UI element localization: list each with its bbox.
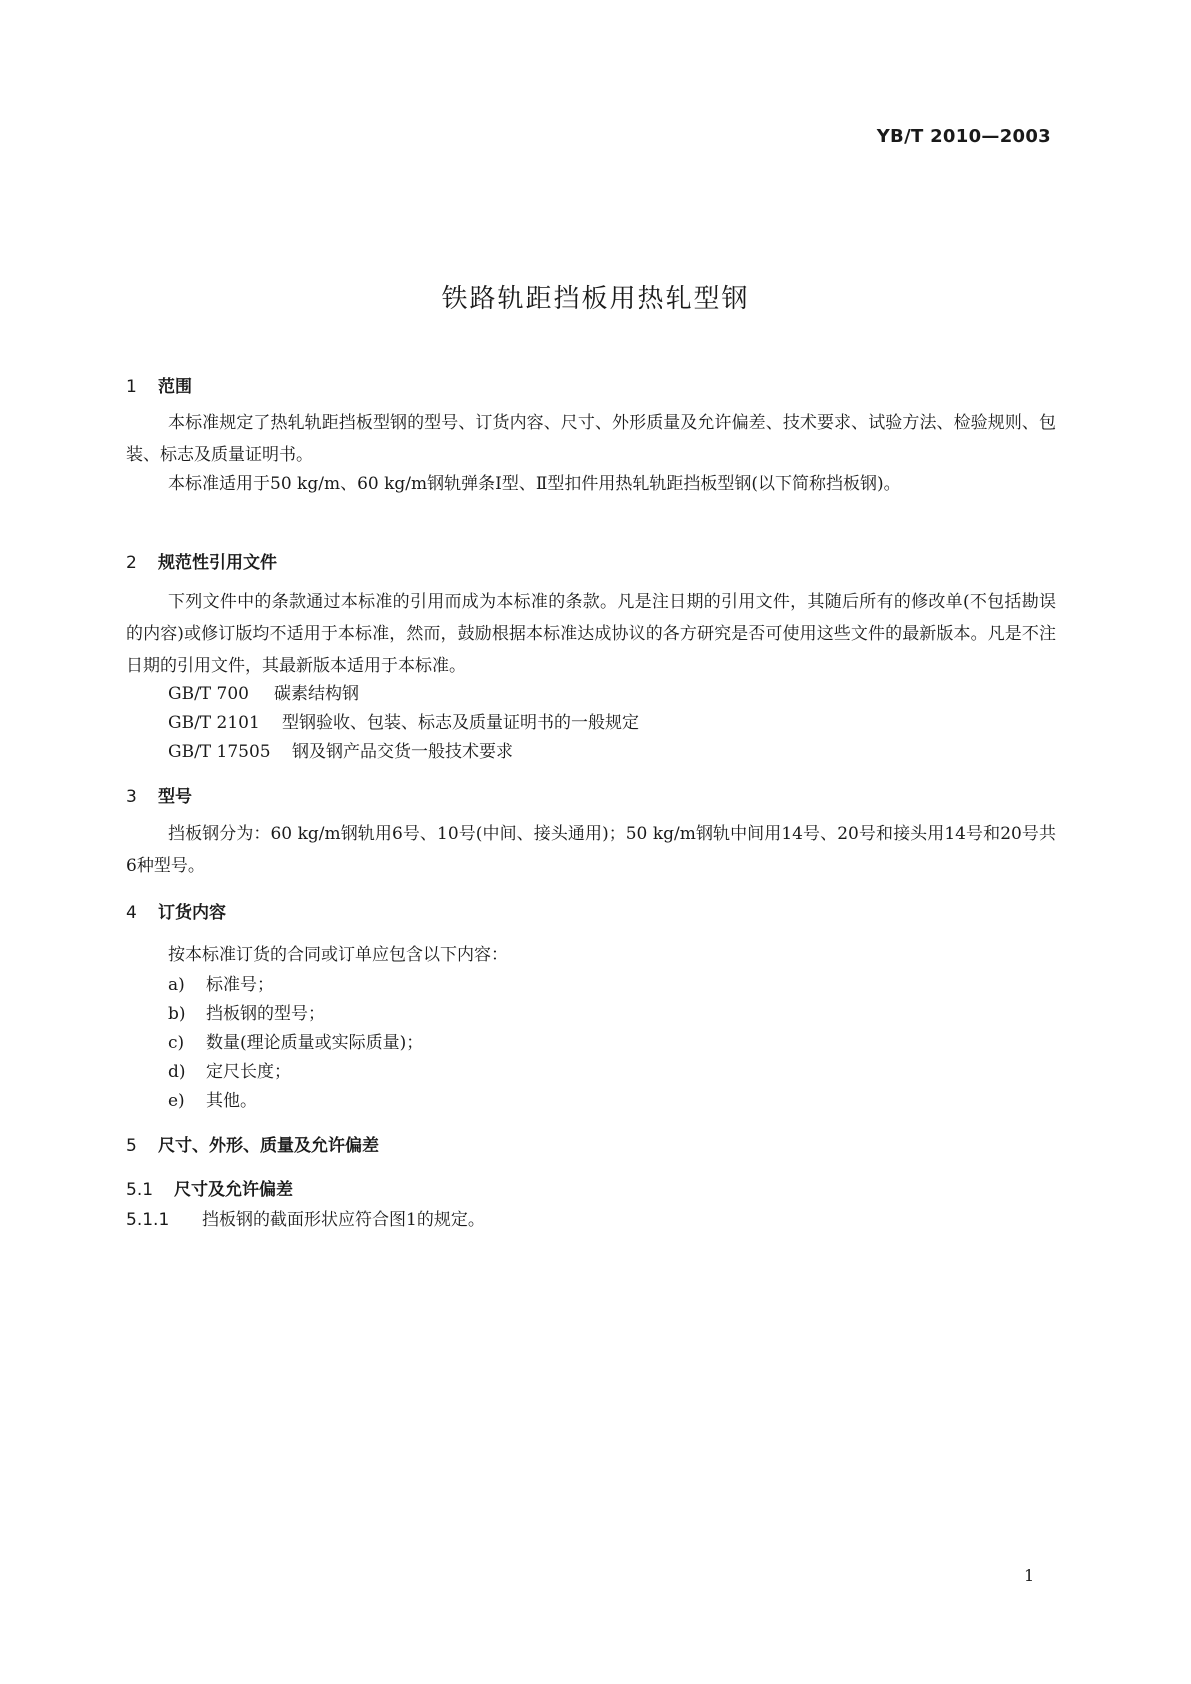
section-5-heading (126, 1131, 379, 1156)
page-title: 铁路轨距挡板用热轧型钢 (441, 284, 750, 314)
reference-item (168, 679, 359, 704)
paragraph: 按本标准订货的合同或订单应包含以下内容： (168, 945, 508, 965)
reference-item (168, 708, 639, 733)
page-number: 1 (1024, 1566, 1035, 1585)
section-title: 订货内容 (158, 903, 226, 923)
clause-number: 5.1.1 (126, 1210, 170, 1230)
list-text: 标准号； (206, 975, 274, 995)
reference-name: 型钢验收、包装、标志及质量证明书的一般规定 (282, 713, 639, 733)
section-title: 型号 (158, 787, 192, 807)
list-item (168, 1086, 257, 1111)
list-marker: d) (168, 1062, 186, 1082)
section-2-heading (126, 548, 277, 573)
clause-5-1-1 (126, 1205, 485, 1230)
section-number: 2 (126, 553, 137, 573)
reference-code: GB/T 2101 (168, 713, 260, 733)
section-number: 1 (126, 377, 137, 397)
section-number: 4 (126, 903, 137, 923)
document-code: YB/T 2010—2003 (876, 126, 1051, 147)
list-marker: c) (168, 1033, 185, 1053)
section-title: 范围 (158, 377, 192, 397)
clause-text: 挡板钢的截面形状应符合图1的规定。 (202, 1210, 485, 1230)
list-item (168, 1028, 423, 1053)
list-item (168, 970, 274, 995)
list-marker: b) (168, 1004, 186, 1024)
section-title: 尺寸及允许偏差 (174, 1180, 293, 1200)
section-number: 5.1 (126, 1180, 154, 1200)
reference-code: GB/T 700 (168, 684, 249, 704)
section-number: 5 (126, 1136, 137, 1156)
subsection-5-1-heading (126, 1175, 293, 1200)
paragraph: 本标准适用于50 kg/m、60 kg/m钢轨弹条Ⅰ型、Ⅱ型扣件用热轧轨距挡板型钢(以下简称挡板钢)。 (168, 474, 901, 494)
list-marker: e) (168, 1091, 185, 1111)
reference-item (168, 737, 513, 762)
list-item (168, 999, 325, 1024)
section-1-heading (126, 372, 192, 397)
list-text: 数量(理论质量或实际质量)； (206, 1033, 424, 1053)
reference-code: GB/T 17505 (168, 742, 271, 762)
list-text: 定尺长度； (206, 1062, 291, 1082)
paragraph: 挡板钢分为：60 kg/m钢轨用6号、10号(中间、接头通用)；50 kg/m钢轨中间用14号、20号和接头用14号和20号共6种型号。 (126, 824, 1056, 876)
section-4-heading (126, 898, 226, 923)
reference-name: 碳素结构钢 (274, 684, 359, 704)
list-marker: a) (168, 975, 185, 995)
section-title: 尺寸、外形、质量及允许偏差 (158, 1136, 379, 1156)
list-text: 挡板钢的型号； (206, 1004, 325, 1024)
reference-name: 钢及钢产品交货一般技术要求 (292, 742, 513, 762)
paragraph: 本标准规定了热轧轨距挡板型钢的型号、订货内容、尺寸、外形质量及允许偏差、技术要求、试验方法、检验规则、包装、标志及质量证明书。 (126, 413, 1056, 465)
list-text: 其他。 (206, 1091, 257, 1111)
paragraph: 下列文件中的条款通过本标准的引用而成为本标准的条款。凡是注日期的引用文件，其随后所有的修改单(不包括勘误的内容)或修订版均不适用于本标准，然而，鼓励根据本标准达成协议的各方研究是否可使用这些文件的最新版本。凡是不注日期的引用文件，其最新版本适用于本标准。 (126, 592, 1056, 676)
section-title: 规范性引用文件 (158, 553, 277, 573)
section-number: 3 (126, 787, 137, 807)
section-3-heading (126, 782, 192, 807)
list-item (168, 1057, 291, 1082)
